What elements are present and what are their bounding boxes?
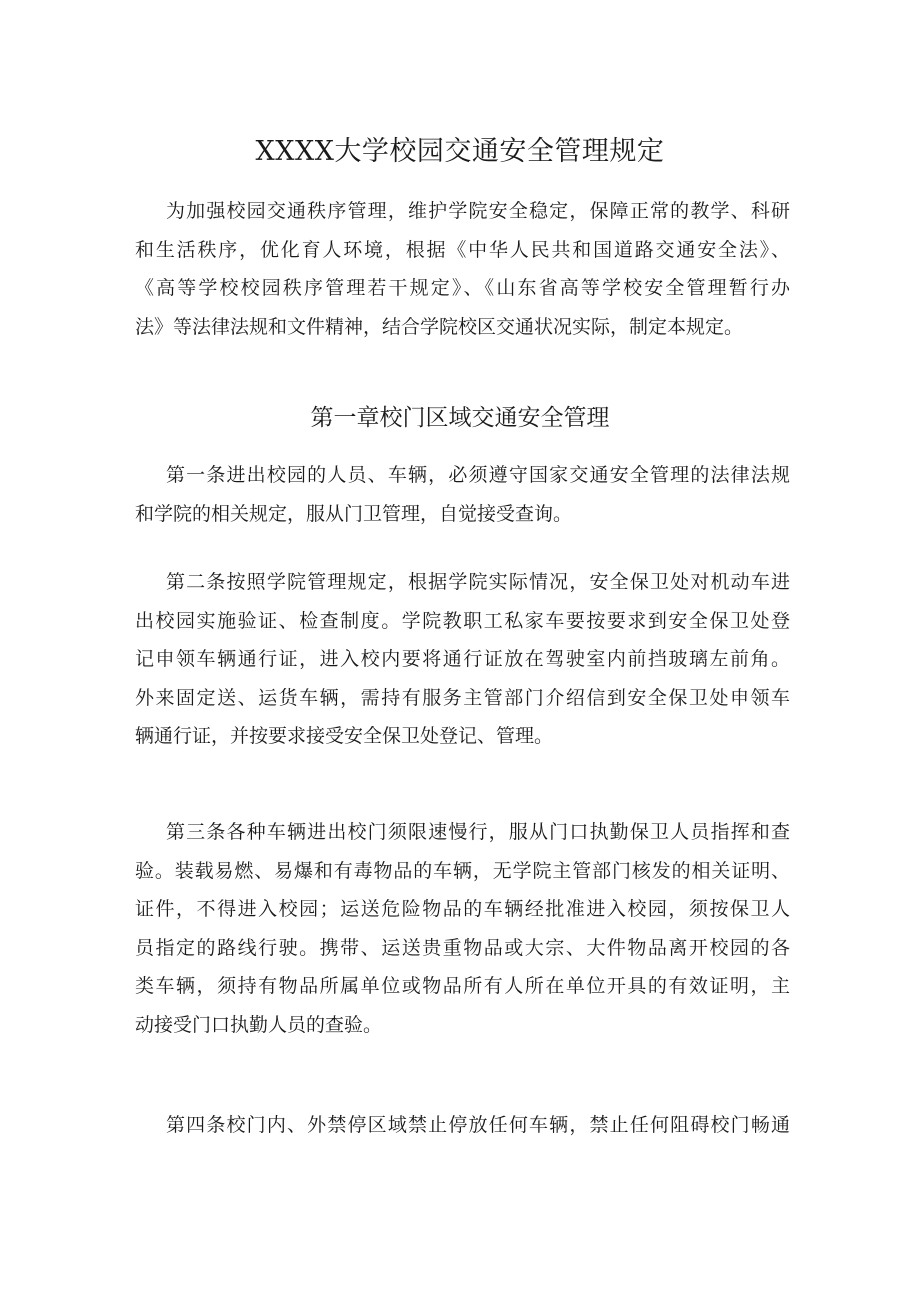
article-line: 第一条进出校园的人员、车辆，必须遵守国家交通安全管理的法律法规: [166, 464, 790, 486]
preamble-line: 为加强校园交通秩序管理，维护学院安全稳定，保障正常的教学、科研: [166, 200, 790, 222]
article-line: 辆通行证，并按要求接受安全保卫处登记、管理。: [135, 725, 554, 747]
article-line: 第三条各种车辆进出校门须限速慢行，服从门口执勤保卫人员指挥和查: [166, 821, 790, 843]
preamble-line: 和生活秩序，优化育人环境，根据《中华人民共和国道路交通安全法》、: [135, 238, 790, 261]
article-line: 动接受门口执勤人员的查验。: [135, 1013, 383, 1036]
article-line: 第二条按照学院管理规定，根据学院实际情况，安全保卫处对机动车进: [166, 571, 790, 593]
article-line: 第四条校门内、外禁停区域禁止停放任何车辆，禁止任何阻碍校门畅通: [166, 1114, 790, 1136]
preamble-line: 法》等法律法规和文件精神，结合学院校区交通状况实际，制定本规定。: [135, 315, 744, 338]
article-line: 和学院的相关规定，服从门卫管理，自觉接受查询。: [135, 502, 573, 525]
article-3-paragraph: [135, 813, 790, 1044]
article-line: 验。装载易燃、易爆和有毒物品的车辆，无学院主管部门核发的相关证明、: [135, 859, 790, 882]
article-line: 外来固定送、运货车辆，需持有服务主管部门介绍信到安全保卫处申领车: [135, 686, 790, 709]
article-line: 证件，不得进入校园；运送危险物品的车辆经批准进入校园，须按保卫人: [135, 898, 790, 920]
article-line: 出校园实施验证、检查制度。学院教职工私家车要按要求到安全保卫处登: [135, 609, 790, 632]
preamble-line: 《高等学校校园秩序管理若干规定》、《山东省高等学校安全管理暂行办: [135, 277, 790, 299]
article-line: 类车辆，须持有物品所属单位或物品所有人所在单位开具的有效证明，主: [135, 975, 790, 997]
article-4-paragraph: [135, 1106, 790, 1145]
chapter-1-title: 第一章校门区域交通安全管理: [310, 405, 610, 431]
article-line: 员指定的路线行驶。携带、运送贵重物品或大宗、大件物品离开校园的各: [135, 936, 790, 959]
article-1-paragraph: [135, 456, 790, 533]
document-title: XXXX大学校园交通安全管理规定: [255, 136, 665, 167]
article-line: 记申领车辆通行证，进入校内要将通行证放在驾驶室内前挡玻璃左前角。: [135, 648, 790, 670]
article-2-paragraph: [135, 563, 790, 756]
preamble-paragraph: [135, 192, 790, 346]
